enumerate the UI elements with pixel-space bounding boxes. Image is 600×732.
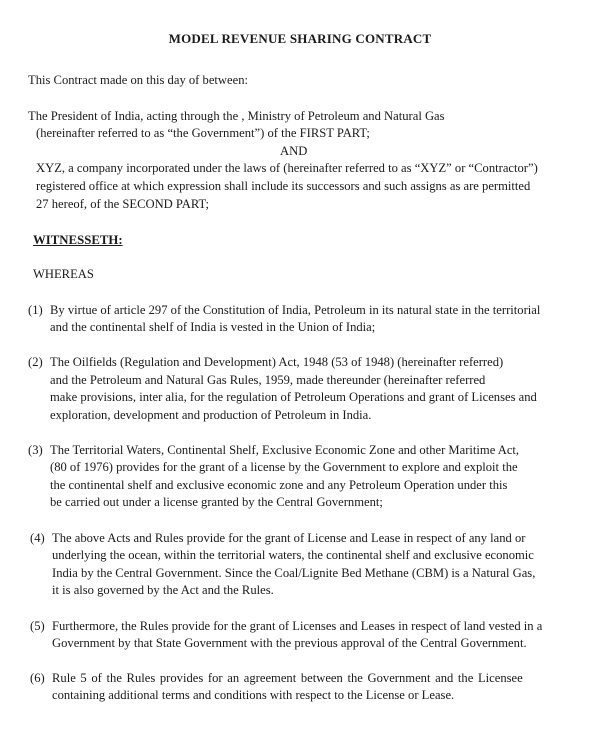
clause-4-line-3: India by the Central Government. Since the Coal/Lignite Bed Methane (CBM) is a Natural Gas,	[52, 566, 536, 580]
clause-number: (1)	[28, 303, 43, 317]
party1-line-1: The President of India, acting through the , Ministry of Petroleum and Natural Gas	[28, 109, 445, 123]
clause-number: (6)	[30, 671, 45, 685]
clause-3-line-4: be carried out under a license granted by the Central Government;	[50, 495, 383, 509]
party2-line-1: XYZ, a company incorporated under the laws of (hereinafter referred to as “XYZ” or “Contractor”)	[36, 161, 538, 175]
clause-6-line-2: containing additional terms and conditions with respect to the License or Lease.	[52, 688, 455, 702]
party2-line-2: registered office at which expression shall include its successors and such assigns as are permitted	[36, 179, 531, 193]
party1-line-2: (hereinafter referred to as “the Government”) of the FIRST PART;	[36, 126, 370, 140]
clause-4-line-4: it is also governed by the Act and the Rules.	[52, 583, 274, 597]
clause-2-line-1: The Oilfields (Regulation and Development) Act, 1948 (53 of 1948) (hereinafter referred)	[50, 355, 504, 369]
clause-number: (5)	[30, 619, 45, 633]
party2-line-3: 27 hereof, of the SECOND PART;	[36, 197, 209, 211]
clause-4-line-2: underlying the ocean, within the territorial waters, the continental shelf and exclusive economic	[52, 548, 534, 562]
clause-2-line-4: exploration, development and production of Petroleum in India.	[50, 408, 372, 422]
clause-number: (3)	[28, 443, 43, 457]
clause-5-line-1: Furthermore, the Rules provide for the grant of Licenses and Leases in respect of land vested in a	[52, 619, 543, 633]
clause-1-line-2: and the continental shelf of India is vested in the Union of India;	[50, 320, 376, 334]
clause-number: (2)	[28, 355, 43, 369]
and-separator: AND	[280, 144, 308, 158]
clause-2-line-3: make provisions, inter alia, for the regulation of Petroleum Operations and grant of Licenses and	[50, 390, 537, 404]
clause-3-line-1: The Territorial Waters, Continental Shelf, Exclusive Economic Zone and other Maritime Act,	[50, 443, 520, 457]
clause-3-line-3: the continental shelf and exclusive economic zone and any Petroleum Operation under this	[50, 478, 508, 492]
whereas-heading: WHEREAS	[33, 267, 94, 281]
clause-6-line-1: Rule 5 of the Rules provides for an agreement between the Government and the Licensee	[52, 671, 523, 685]
intro-line: This Contract made on this day of between:	[28, 73, 248, 87]
witnesseth-heading: WITNESSETH:	[33, 233, 123, 247]
clause-number: (4)	[30, 531, 45, 545]
clause-5-line-2: Government by that State Government with the previous approval of the Central Government.	[52, 636, 527, 650]
clause-4-line-1: The above Acts and Rules provide for the grant of License and Lease in respect of any land or	[52, 531, 526, 545]
clause-2-line-2: and the Petroleum and Natural Gas Rules, 1959, made thereunder (hereinafter referred	[50, 373, 486, 387]
clause-1-line-1: By virtue of article 297 of the Constitution of India, Petroleum in its natural state in the territorial	[50, 303, 541, 317]
clause-3-line-2: (80 of 1976) provides for the grant of a license by the Government to explore and exploit the	[50, 460, 518, 474]
document-title: MODEL REVENUE SHARING CONTRACT	[168, 31, 432, 46]
